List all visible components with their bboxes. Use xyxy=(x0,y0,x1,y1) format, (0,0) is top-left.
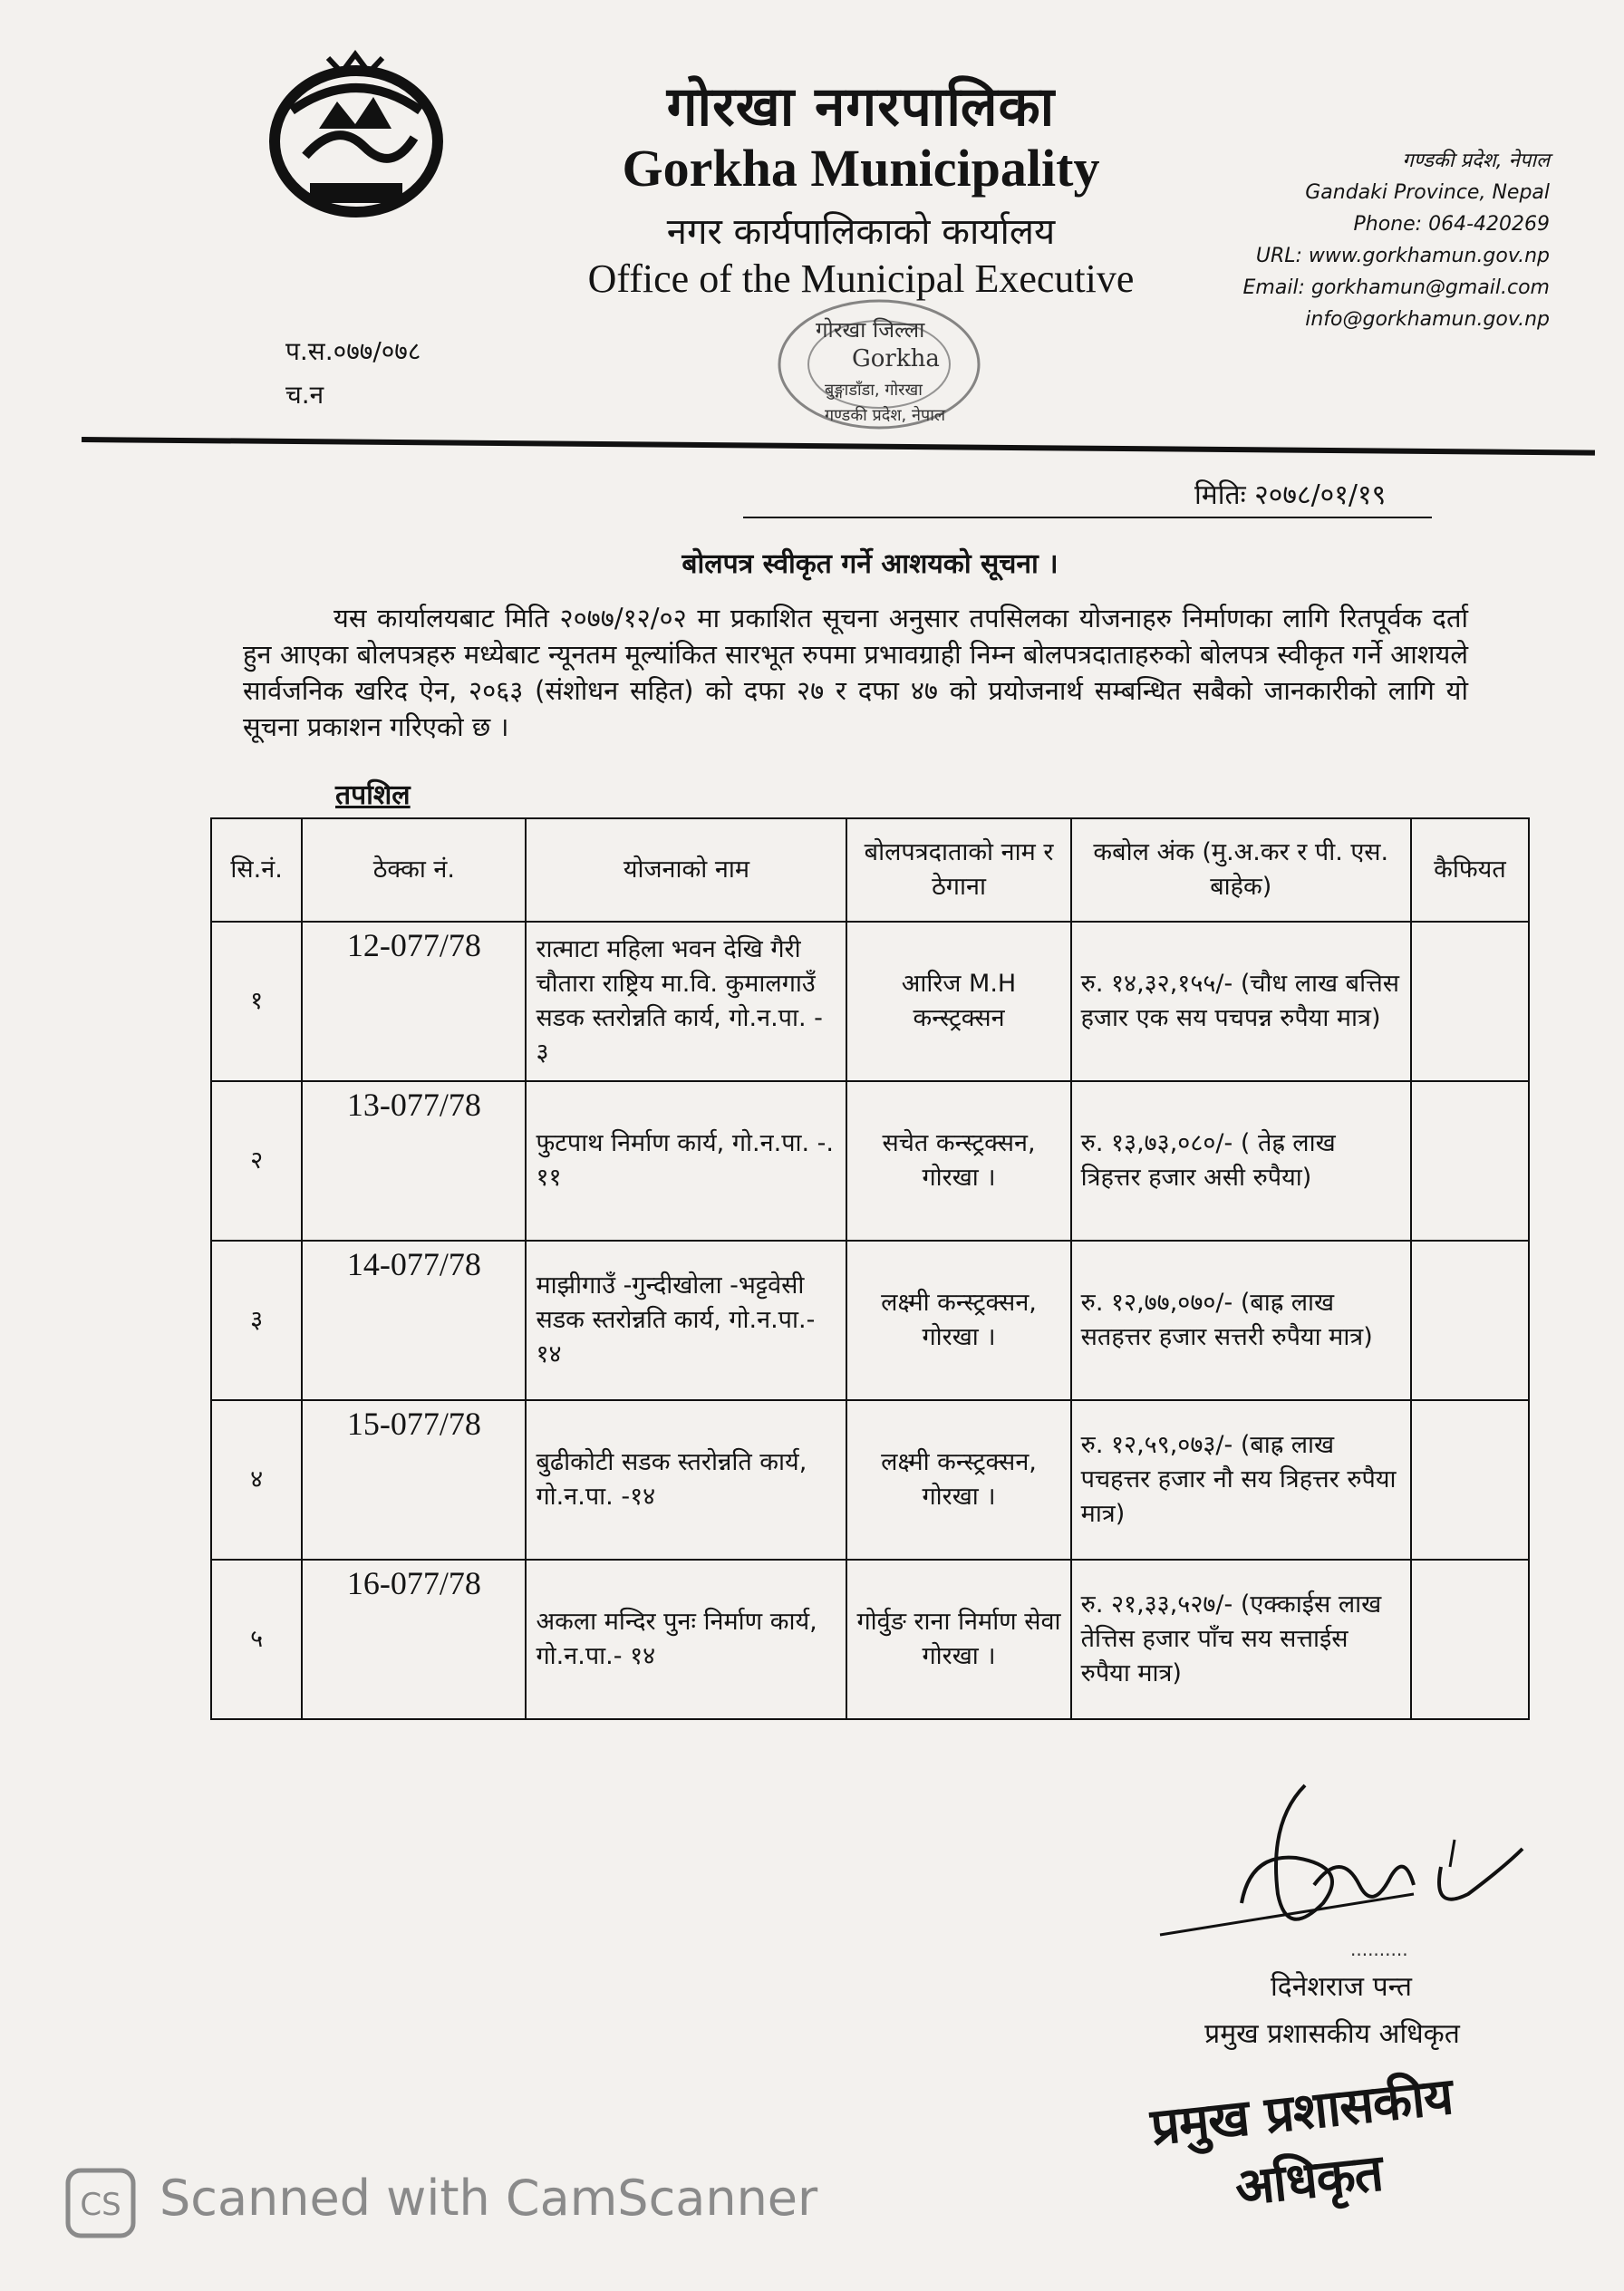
notice-body: यस कार्यालयबाट मिति २०७७/१२/०२ मा प्रकाशित सूचना अनुसार तपसिलका योजनाहरु निर्माणका लागि रितपूर्वक दर्ता हुन आएका बोलपत्रहरु मध्येबाट न्यूनतम मूल्यांकित सारभूत रुपमा प्रभावग्राही निम्न बोलपत्रदाताहरुको बोलपत्र स्वीकृत गर्ने आशयले सार्वजनिक खरिद ऐन, २०६३ (संशोधन सहित) को दफा २७ र दफा ४७ को प्रयोजनार्थ सम्बन्धित सबैको जानकारीको लागि यो सूचना प्रकाशन गरिएको छ । xyxy=(243,603,1468,742)
cell-contract: 13-077/78 xyxy=(302,1081,526,1241)
municipality-title-en: Gorkha Municipality xyxy=(622,139,1100,198)
cell-remarks xyxy=(1411,1560,1529,1719)
cell-sn: २ xyxy=(211,1081,302,1241)
cell-contract: 12-077/78 xyxy=(302,922,526,1081)
cell-remarks xyxy=(1411,1241,1529,1400)
office-title-np: नगर कार्यपालिकाको कार्यालय xyxy=(666,211,1056,253)
notice-heading: बोलपत्र स्वीकृत गर्ने आशयको सूचना । xyxy=(682,548,1058,580)
reference-number: प.स.०७७/०७८ xyxy=(285,336,421,366)
stamp-line-3: बुङ्गाडाँडा, गोरखा xyxy=(825,381,923,400)
table-row xyxy=(211,922,1529,1081)
stamp-line-1: गोरखा जिल्ला xyxy=(816,317,925,343)
table-row xyxy=(211,1400,1529,1560)
cell-remarks xyxy=(1411,1081,1529,1241)
cell-project: फुटपाथ निर्माण कार्य, गो.न.पा. -. ११ xyxy=(526,1081,846,1241)
cell-bidder: आरिज M.H कन्स्ट्रक्सन xyxy=(846,922,1070,1081)
municipality-title-np: गोरखा नगरपालिका xyxy=(666,75,1056,139)
table-row xyxy=(211,1560,1529,1719)
table-row xyxy=(211,1241,1529,1400)
cell-project: रात्माटा महिला भवन देखि गैरी चौतारा राष्ट्रिय मा.वि. कुमालगाउँ सडक स्तरोन्नति कार्य, गो.न.पा. - ३ xyxy=(526,922,846,1081)
reference-block xyxy=(285,330,420,417)
cell-sn: ३ xyxy=(211,1241,302,1400)
cell-sn: ५ xyxy=(211,1560,302,1719)
cell-contract: 14-077/78 xyxy=(302,1241,526,1400)
schedule-label: तपशिल xyxy=(335,779,411,811)
contact-block xyxy=(1214,145,1550,335)
cell-remarks xyxy=(1411,1400,1529,1560)
cell-bidder: सचेत कन्स्ट्रक्सन, गोरखा । xyxy=(846,1081,1070,1241)
cell-sn: ४ xyxy=(211,1400,302,1560)
cell-project: माझीगाउँ -गुन्दीखोला -भट्टवेसी सडक स्तरोन्नति कार्य, गो.न.पा.- १४ xyxy=(526,1241,846,1400)
tender-table xyxy=(210,817,1530,1720)
signatory-name: दिनेशराज पन्त xyxy=(1271,1971,1412,2003)
designation-stamp: प्रमुख प्रशासकीय अधिकृत xyxy=(1147,2066,1455,2218)
date-divider xyxy=(743,517,1432,518)
email[interactable]: Email: gorkhamun@gmail.com xyxy=(1242,276,1550,299)
col-header-sn: सि.नं. xyxy=(211,818,302,922)
cell-amount: रु. १४,३२,१५५/- (चौध लाख बत्तिस हजार एक सय पचपन्न रुपैया मात्र) xyxy=(1071,922,1411,1081)
phone: Phone: 064-420269 xyxy=(1353,213,1550,236)
svg-text:..........: .......... xyxy=(1350,1938,1408,1960)
stamp-line-2: Gorkha xyxy=(852,345,940,372)
info-email[interactable]: info@gorkhamun.gov.np xyxy=(1305,308,1550,331)
cell-contract: 16-077/78 xyxy=(302,1560,526,1719)
col-header-contract: ठेक्का नं. xyxy=(302,818,526,922)
cell-contract: 15-077/78 xyxy=(302,1400,526,1560)
col-header-bidder: बोलपत्रदाताको नाम र ठेगाना xyxy=(846,818,1070,922)
office-title-en: Office of the Municipal Executive xyxy=(587,256,1135,301)
cell-project: अकला मन्दिर पुनः निर्माण कार्य, गो.न.पा.- १४ xyxy=(526,1560,846,1719)
cell-amount: रु. १२,५९,०७३/- (बाह्र लाख पचहत्तर हजार नौ सय त्रिहत्तर रुपैया मात्र) xyxy=(1071,1400,1411,1560)
notice-date: मितिः २०७८/०१/१९ xyxy=(1194,479,1387,511)
cell-project: बुढीकोटी सडक स्तरोन्नति कार्य, गो.न.पा. -१४ xyxy=(526,1400,846,1560)
office-stamp xyxy=(752,292,1015,437)
col-header-remarks: कैफियत xyxy=(1411,818,1529,922)
handwritten-signature xyxy=(1142,1767,1577,1976)
table-header-row xyxy=(211,818,1529,922)
header-divider xyxy=(82,437,1595,456)
camscanner-watermark: Scanned with CamScanner xyxy=(160,2170,818,2227)
cell-bidder: लक्ष्मी कन्स्ट्रक्सन, गोरखा । xyxy=(846,1400,1070,1560)
cell-amount: रु. १३,७३,०८०/- ( तेह्र लाख त्रिहत्तर हजार असी रुपैया) xyxy=(1071,1081,1411,1241)
stamp-line-4: गण्डकी प्रदेश, नेपाल xyxy=(825,406,946,425)
cell-bidder: गोर्वुङ राना निर्माण सेवा गोरखा । xyxy=(846,1560,1070,1719)
cell-remarks xyxy=(1411,922,1529,1081)
province-np: गण्डकी प्रदेश, नेपाल xyxy=(1402,150,1550,172)
signatory-designation: प्रमुख प्रशासकीय अधिकृत xyxy=(1204,2018,1460,2050)
dispatch-number: च.न xyxy=(285,380,324,410)
col-header-project: योजनाको नाम xyxy=(526,818,846,922)
cell-sn: १ xyxy=(211,922,302,1081)
province-en: Gandaki Province, Nepal xyxy=(1305,181,1550,204)
cell-amount: रु. २१,३३,५२७/- (एक्काईस लाख तेत्तिस हजार पाँच सय सत्ताईस रुपैया मात्र) xyxy=(1071,1560,1411,1719)
camscanner-logo-text: CS xyxy=(80,2187,121,2223)
camscanner-logo-icon xyxy=(65,2168,136,2238)
municipality-emblem xyxy=(256,47,457,225)
col-header-amount: कबोल अंक (मु.अ.कर र पी. एस. बाहेक) xyxy=(1071,818,1411,922)
cell-amount: रु. १२,७७,०७०/- (बाह्र लाख सतहत्तर हजार सत्तरी रुपैया मात्र) xyxy=(1071,1241,1411,1400)
table-row xyxy=(211,1081,1529,1241)
cell-bidder: लक्ष्मी कन्स्ट्रक्सन, गोरखा । xyxy=(846,1241,1070,1400)
website-url[interactable]: URL: www.gorkhamun.gov.np xyxy=(1255,245,1550,267)
